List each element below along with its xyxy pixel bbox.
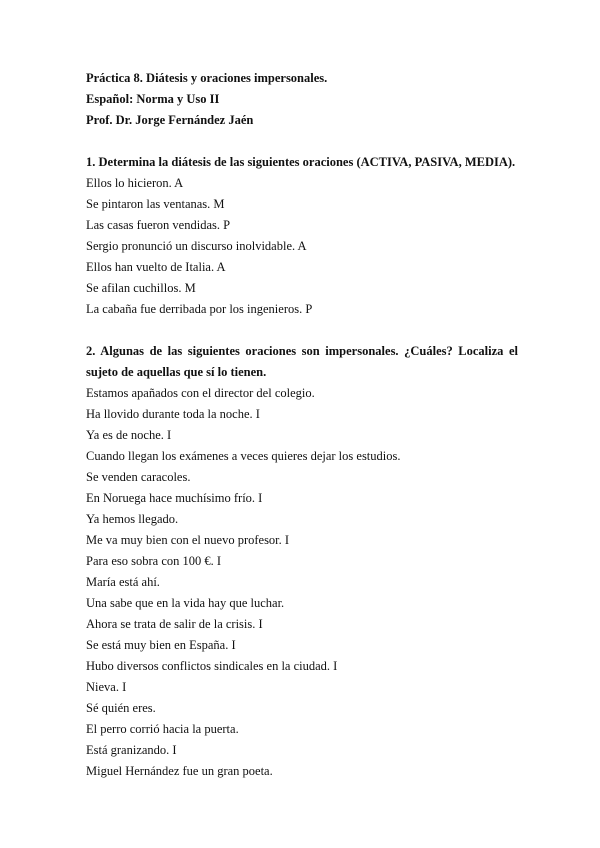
sentence-line: Me va muy bien con el nuevo profesor. I: [86, 533, 290, 547]
sentence-line: Se venden caracoles.: [86, 470, 191, 484]
section-2: [86, 341, 518, 782]
sentence-line: Sergio pronunció un discurso inolvidable. A: [86, 239, 307, 253]
sentence-line: Ya es de noche. I: [86, 428, 172, 442]
sentence-line: Ahora se trata de salir de la crisis. I: [86, 617, 263, 631]
sentence-line: Miguel Hernández fue un gran poeta.: [86, 764, 273, 778]
sentence-line: Ha llovido durante toda la noche. I: [86, 407, 260, 421]
sentence-line: Para eso sobra con 100 €. I: [86, 554, 222, 568]
sentence-line: Sé quién eres.: [86, 701, 156, 715]
document-header: [86, 68, 518, 131]
section-2-title: 2. Algunas de las siguientes oraciones son impersonales. ¿Cuáles? Localiza el sujeto de aquellas que sí lo tienen.: [86, 344, 518, 379]
sentence-line: Nieva. I: [86, 680, 127, 694]
sentence-line: Hubo diversos conflictos sindicales en la ciudad. I: [86, 659, 338, 673]
sentence-line: La cabaña fue derribada por los ingenieros. P: [86, 302, 313, 316]
course-name: Español: Norma y Uso II: [86, 92, 220, 106]
sentence-line: Las casas fueron vendidas. P: [86, 218, 231, 232]
sentence-line: Cuando llegan los exámenes a veces quieres dejar los estudios.: [86, 449, 401, 463]
sentence-line: Ya hemos llegado.: [86, 512, 179, 526]
sentence-line: Se está muy bien en España. I: [86, 638, 236, 652]
sentence-line: El perro corrió hacia la puerta.: [86, 722, 239, 736]
sentence-line: María está ahí.: [86, 575, 160, 589]
section-1: [86, 152, 518, 320]
sentence-line: Se pintaron las ventanas. M: [86, 197, 225, 211]
sentence-line: Estamos apañados con el director del colegio.: [86, 386, 315, 400]
section-1-title: 1. Determina la diátesis de las siguientes oraciones (ACTIVA, PASIVA, MEDIA).: [86, 155, 516, 169]
sentence-line: Una sabe que en la vida hay que luchar.: [86, 596, 285, 610]
sentence-line: Ellos lo hicieron. A: [86, 176, 184, 190]
sentence-line: Ellos han vuelto de Italia. A: [86, 260, 226, 274]
professor-name: Prof. Dr. Jorge Fernández Jaén: [86, 113, 254, 127]
document-body: [86, 68, 518, 803]
sentence-line: En Noruega hace muchísimo frío. I: [86, 491, 263, 505]
practice-title: Práctica 8. Diátesis y oraciones impersonales.: [86, 71, 328, 85]
sentence-line: Está granizando. I: [86, 743, 177, 757]
sentence-line: Se afilan cuchillos. M: [86, 281, 196, 295]
